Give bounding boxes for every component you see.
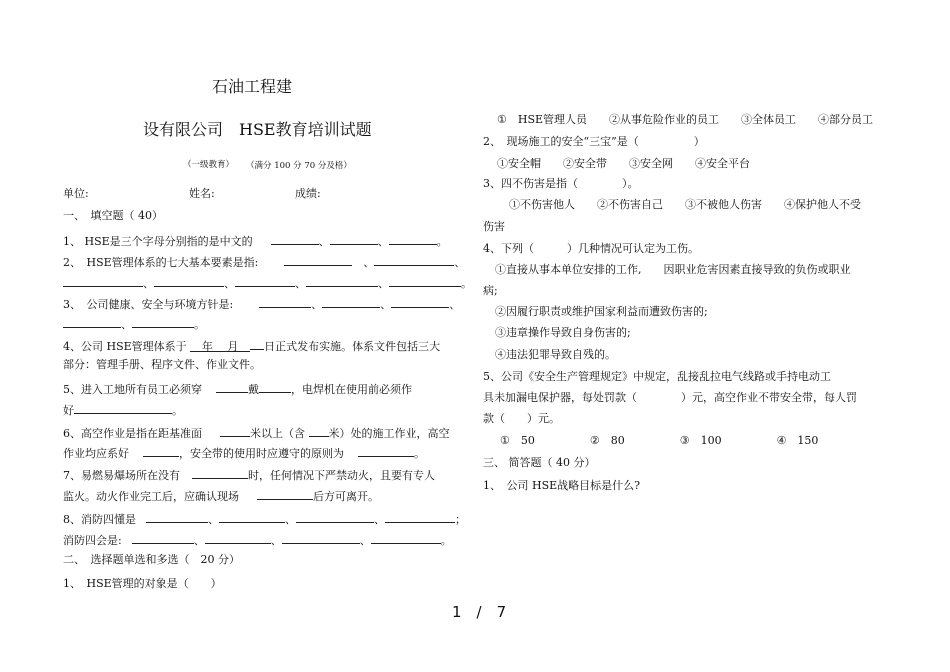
question-1-1: 1、 HSE是三个字母分别指的是中文的 、 、 。	[63, 235, 448, 248]
section3-header: 三、 简答题（ 40 分）	[483, 456, 596, 469]
question-1-3-blanks: 、 。	[63, 316, 205, 332]
subtitle-score: （满分 100 分 70 分及格）	[246, 161, 352, 171]
question-2-5c: 款（ ）元。	[483, 412, 560, 425]
question-2-4-option1: ①直接从事本单位安排的工作, 因职业危害因素直接导致的负伤或职业	[495, 263, 851, 276]
question-1-5b: 好 。	[63, 404, 183, 417]
question-2-4-option1-cont: 病;	[483, 284, 498, 297]
question-3-1: 1、 公司 HSE战略目标是什么?	[483, 479, 641, 492]
question-2-5b: 具未加漏电保护器，每处罚款（ ）元，高空作业不带安全带，每人罚	[483, 391, 857, 404]
question-1-2-blanks: 、 、 、 、 。	[63, 275, 472, 291]
question-2-2: 2、 现场施工的安全“三宝”是（ ）	[483, 135, 705, 148]
question-1-4b: 部分：管理手册、程序文件、作业文件。	[63, 358, 261, 371]
doc-title-line1: 石油工程建	[212, 77, 293, 96]
question-2-4: 4、下列（ ）几种情况可认定为工伤。	[483, 242, 699, 255]
question-1-4: 4、公司 HSE管理体系于 年 月 日正式发布实施。体系文件包括三大	[63, 340, 441, 353]
question-1-8: 8、消防四懂是 、 、 、 ；	[63, 513, 466, 526]
score-label: 成绩:	[295, 187, 321, 200]
question-2-4-option4: ④违法犯罪导致自残的。	[495, 348, 616, 361]
name-label: 姓名:	[189, 187, 215, 200]
question-1-2: 2、 HSE管理体系的七大基本要素是指: 、 、	[63, 256, 466, 269]
question-2-1: 1、 HSE管理的对象是（ ）	[63, 577, 222, 590]
question-2-5: 5、公司《安全生产管理规定》中规定，乱接乱拉电气线路或手持电动工	[483, 370, 831, 383]
question-2-3-options-cont: 伤害	[483, 220, 505, 233]
question-2-4-option2: ②因履行职责或维护国家利益而遭致伤害的;	[495, 305, 708, 318]
question-1-6b: 作业均应系好 ，安全带的使用时应遵守的原则为 。	[63, 447, 425, 460]
question-2-3: 3、四不伤害是指（ ）。	[483, 177, 639, 190]
subtitle-level: （一级教育）	[183, 160, 235, 170]
question-1-5: 5、进入工地所有员工必须穿 戴 ，电焊机在使用前必须作	[63, 383, 412, 396]
doc-title-line2: 设有限公司 HSE教育培训试题	[143, 120, 372, 139]
question-1-7: 7、易燃易爆场所在没有 时，任何情况下严禁动火，且要有专人	[63, 469, 435, 482]
question-1-8b: 消防四会是: 、 、 、 。	[63, 534, 452, 547]
question-2-4-option3: ③违章操作导致自身伤害的;	[495, 326, 631, 339]
question-2-3-options: ①不伤害他人 ②不伤害自己 ③不被他人伤害 ④保护他人不受	[509, 198, 861, 211]
unit-label: 单位:	[63, 187, 89, 200]
question-1-7b: 监火。动火作业完工后，应确认现场 后方可离开。	[63, 490, 379, 503]
question-1-6: 6、高空作业是指在距基准面 米以上（含 米）处的施工作业，高空	[63, 427, 450, 440]
section2-header: 二、 选择题单选和多选（ 20 分）	[63, 553, 240, 566]
question-2-5-options: ① 50 ② 80 ③ 100 ④ 150	[500, 434, 819, 447]
question-2-1-options: ① HSE管理人员 ②从事危险作业的员工 ③全体员工 ④部分员工	[497, 113, 874, 126]
section1-header: 一、 填空题（ 40）	[63, 209, 163, 222]
question-2-2-options: ①安全帽 ②安全带 ③安全网 ④安全平台	[497, 157, 750, 170]
question-1-3: 3、 公司健康、安全与环境方针是: 、 、 、	[63, 298, 461, 311]
page-indicator: 1 / 7	[452, 603, 507, 621]
